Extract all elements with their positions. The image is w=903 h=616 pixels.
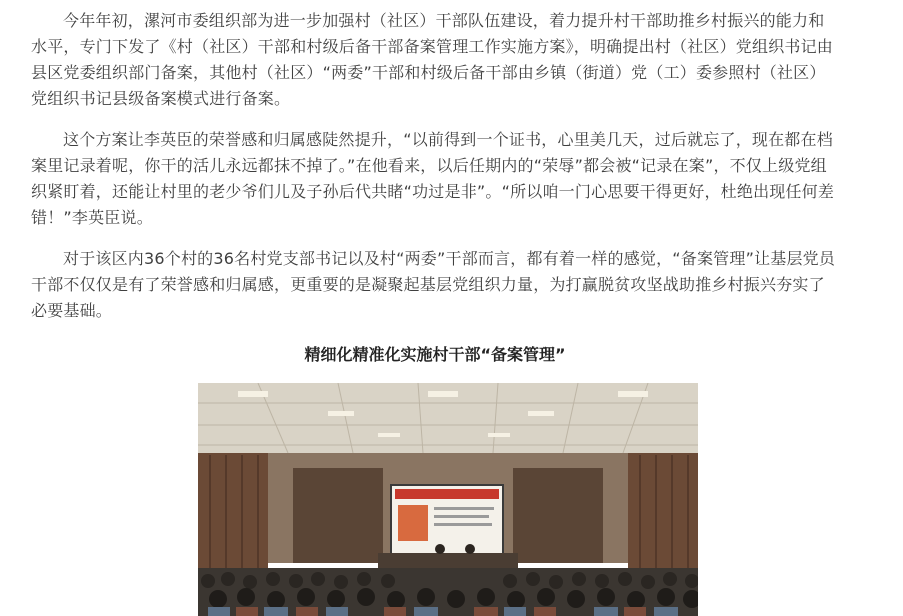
paragraph-2: 这个方案让李英臣的荣誉感和归属感陡然提升，“以前得到一个证书，心里美几天，过后就忘了，现在都在档案里记录着呢，你干的活儿永远都抹不掉了。”在他看来，以后任期内的“荣辱”都会被“记录在案”，不仅上级党组织紧盯着，还能让村里的老少爷们儿及子孙后代共睹“功过是非”。“所以咱一门心思要干得更好，杜绝出现任何差错！”李英臣说。	[31, 130, 835, 227]
meeting-hall-photo	[198, 383, 698, 616]
paragraph-1: 今年年初，漯河市委组织部为进一步加强村（社区）干部队伍建设，着力提升村干部助推乡村振兴的能力和水平，专门下发了《村（社区）干部和村级后备干部备案管理工作实施方案》，明确提出村（社区）党组织书记由县区党委组织部门备案，其他村（社区）“两委”干部和村级后备干部由乡镇（街道）党（工）委参照村（社区）党组织书记县级备案模式进行备案。	[31, 11, 834, 108]
paragraph-3: 对于该区内36个村的36名村党支部书记以及村“两委”干部而言，都有着一样的感觉，“备案管理”让基层党员干部不仅仅是有了荣誉感和归属感，更重要的是凝聚起基层党组织力量，为打赢脱贫攻坚战助推乡村振兴夯实了必要基础。	[31, 249, 836, 320]
section-subheading: 精细化精准化实施村干部“备案管理”	[304, 345, 566, 364]
article-body	[31, 8, 839, 364]
